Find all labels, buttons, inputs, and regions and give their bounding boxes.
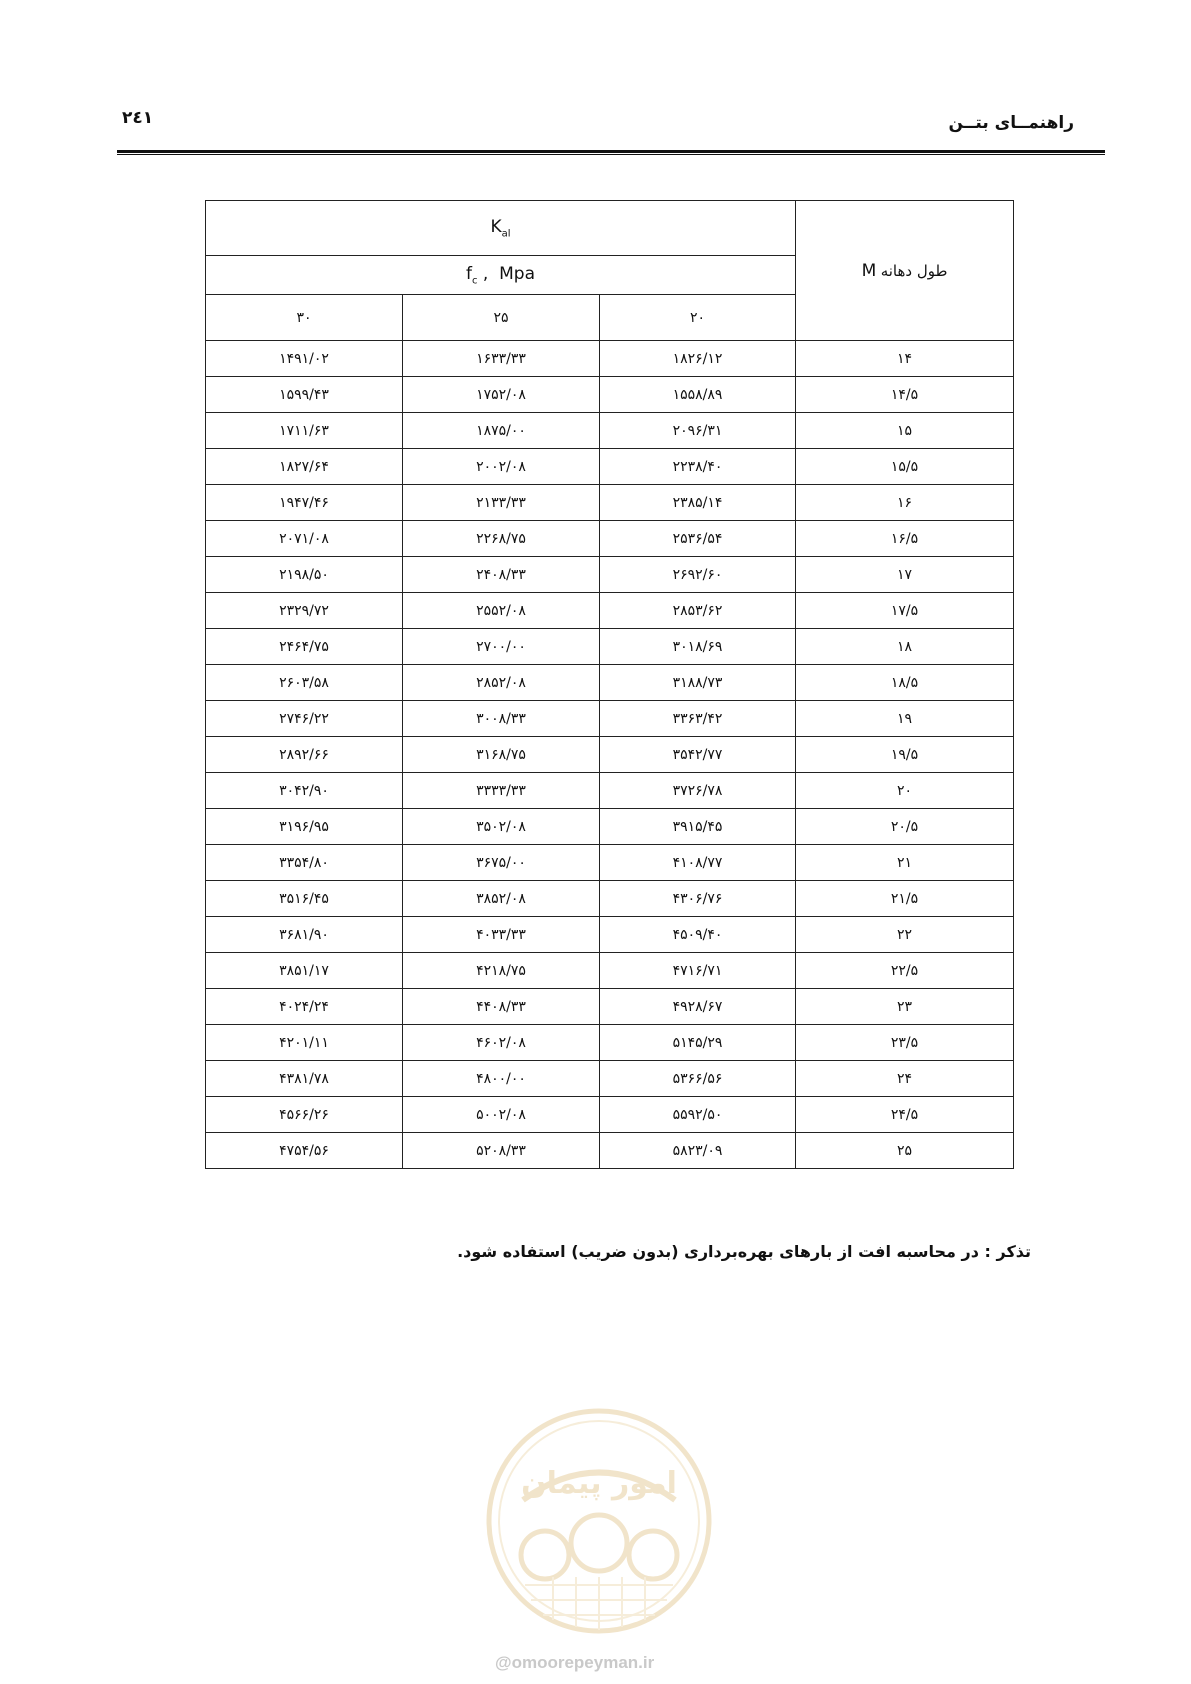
kal-value-cell: ۲۷۰۰/۰۰ (403, 629, 600, 665)
table-row (206, 809, 1014, 845)
column-header: ۲۰ (600, 295, 796, 341)
span-cell: ۱۶ (796, 485, 1014, 521)
span-cell: ۲۳/۵ (796, 1025, 1014, 1061)
table-row (206, 989, 1014, 1025)
kal-value-cell: ۳۵۰۲/۰۸ (403, 809, 600, 845)
table-row (206, 1097, 1014, 1133)
kal-value-cell: ۳۵۱۶/۴۵ (206, 881, 403, 917)
span-cell: ۱۶/۵ (796, 521, 1014, 557)
kal-value-cell: ۲۴۶۴/۷۵ (206, 629, 403, 665)
kal-value-cell: ۲۰۷۱/۰۸ (206, 521, 403, 557)
kal-value-cell: ۴۳۰۶/۷۶ (600, 881, 796, 917)
table-row (206, 1025, 1014, 1061)
span-cell: ۲۴ (796, 1061, 1014, 1097)
kal-value-cell: ۲۲۶۸/۷۵ (403, 521, 600, 557)
kal-value-cell: ۵۲۰۸/۳۳ (403, 1133, 600, 1169)
span-header-unit: M (861, 260, 877, 281)
kal-value-cell: ۵۵۹۲/۵۰ (600, 1097, 796, 1133)
kal-header-label: $K_{al}$ (490, 216, 511, 240)
watermark-logo-text: امور پیمان (521, 1466, 677, 1501)
table-row (206, 485, 1014, 521)
kal-value-cell: ۱۶۳۳/۳۳ (403, 341, 600, 377)
kal-value-cell: ۲۳۲۹/۷۲ (206, 593, 403, 629)
span-cell: ۲۳ (796, 989, 1014, 1025)
table-row (206, 557, 1014, 593)
span-cell: ۱۸/۵ (796, 665, 1014, 701)
table-row (206, 1061, 1014, 1097)
kal-value-cell: ۴۹۲۸/۶۷ (600, 989, 796, 1025)
kal-value-cell: ۳۵۴۲/۷۷ (600, 737, 796, 773)
kal-value-cell: ۳۰۰۸/۳۳ (403, 701, 600, 737)
span-cell: ۱۸ (796, 629, 1014, 665)
kal-value-cell: ۲۲۳۸/۴۰ (600, 449, 796, 485)
span-cell: ۱۴ (796, 341, 1014, 377)
column-header: ۳۰ (206, 295, 403, 341)
kal-value-cell: ۲۷۴۶/۲۲ (206, 701, 403, 737)
kal-value-cell: ۳۱۸۸/۷۳ (600, 665, 796, 701)
span-cell: ۲۰ (796, 773, 1014, 809)
kal-value-cell: ۳۸۵۲/۰۸ (403, 881, 600, 917)
table-row (206, 629, 1014, 665)
kal-value-cell: ۴۰۳۳/۳۳ (403, 917, 600, 953)
table-row (206, 593, 1014, 629)
kal-value-cell: ۴۵۶۶/۲۶ (206, 1097, 403, 1133)
table-body (206, 341, 1014, 1169)
table-row (206, 341, 1014, 377)
span-cell: ۲۰/۵ (796, 809, 1014, 845)
span-header-label: طول دهانه (880, 261, 948, 280)
kal-value-cell: ۵۸۲۳/۰۹ (600, 1133, 796, 1169)
kal-value-cell: ۲۸۵۳/۶۲ (600, 593, 796, 629)
watermark-url: @omoorepeyman.ir (495, 1653, 655, 1672)
kal-value-cell: ۱۷۱۱/۶۳ (206, 413, 403, 449)
span-cell: ۲۱ (796, 845, 1014, 881)
kal-value-cell: ۵۰۰۲/۰۸ (403, 1097, 600, 1133)
kal-value-cell: ۳۳۵۴/۸۰ (206, 845, 403, 881)
kal-value-cell: ۴۷۵۴/۵۶ (206, 1133, 403, 1169)
span-cell: ۱۹/۵ (796, 737, 1014, 773)
table-row (206, 413, 1014, 449)
table-row (206, 917, 1014, 953)
kal-value-cell: ۴۲۱۸/۷۵ (403, 953, 600, 989)
span-cell: ۲۲ (796, 917, 1014, 953)
kal-table (205, 200, 1014, 1169)
kal-value-cell: ۱۹۴۷/۴۶ (206, 485, 403, 521)
kal-value-cell: ۴۱۰۸/۷۷ (600, 845, 796, 881)
span-cell: ۲۵ (796, 1133, 1014, 1169)
table-row (206, 953, 1014, 989)
kal-value-cell: ۲۸۵۲/۰۸ (403, 665, 600, 701)
table-row (206, 521, 1014, 557)
page-number: ۲٤۱ (122, 108, 154, 128)
kal-header-cell (206, 201, 796, 256)
table-row (206, 449, 1014, 485)
kal-value-cell: ۴۳۸۱/۷۸ (206, 1061, 403, 1097)
kal-value-cell: ۴۲۰۱/۱۱ (206, 1025, 403, 1061)
table-row (206, 737, 1014, 773)
kal-value-cell: ۴۷۱۶/۷۱ (600, 953, 796, 989)
span-cell: ۱۵ (796, 413, 1014, 449)
kal-value-cell: ۳۳۶۳/۴۲ (600, 701, 796, 737)
kal-value-cell: ۴۴۰۸/۳۳ (403, 989, 600, 1025)
kal-value-cell: ۱۸۲۶/۱۲ (600, 341, 796, 377)
span-cell: ۲۱/۵ (796, 881, 1014, 917)
kal-value-cell: ۱۵۵۸/۸۹ (600, 377, 796, 413)
kal-value-cell: ۲۰۰۲/۰۸ (403, 449, 600, 485)
seal-logo-icon (483, 1405, 715, 1637)
kal-value-cell: ۵۳۶۶/۵۶ (600, 1061, 796, 1097)
kal-value-cell: ۳۷۲۶/۷۸ (600, 773, 796, 809)
span-cell: ۱۷/۵ (796, 593, 1014, 629)
fc-header-label: $f_c$ , Mpa (466, 263, 535, 287)
column-header: ۲۵ (403, 295, 600, 341)
table-row (206, 845, 1014, 881)
kal-value-cell: ۲۱۳۳/۳۳ (403, 485, 600, 521)
kal-value-cell: ۴۶۰۲/۰۸ (403, 1025, 600, 1061)
kal-value-cell: ۲۳۸۵/۱۴ (600, 485, 796, 521)
kal-value-cell: ۲۵۳۶/۵۴ (600, 521, 796, 557)
kal-value-cell: ۲۶۹۲/۶۰ (600, 557, 796, 593)
kal-value-cell: ۳۶۷۵/۰۰ (403, 845, 600, 881)
kal-value-cell: ۲۶۰۳/۵۸ (206, 665, 403, 701)
kal-value-cell: ۱۷۵۲/۰۸ (403, 377, 600, 413)
kal-value-cell: ۴۸۰۰/۰۰ (403, 1061, 600, 1097)
span-cell: ۱۷ (796, 557, 1014, 593)
span-cell: ۲۴/۵ (796, 1097, 1014, 1133)
note-text: تذکر : در محاسبه افت از بارهای بهره‌برداری (بدون ضریب) استفاده شود. (457, 1242, 1031, 1261)
kal-value-cell: ۴۵۰۹/۴۰ (600, 917, 796, 953)
table-row (206, 701, 1014, 737)
kal-value-cell: ۲۵۵۲/۰۸ (403, 593, 600, 629)
header-rule (117, 150, 1105, 155)
kal-value-cell: ۴۰۲۴/۲۴ (206, 989, 403, 1025)
kal-value-cell: ۳۱۹۶/۹۵ (206, 809, 403, 845)
table-row (206, 881, 1014, 917)
kal-value-cell: ۵۱۴۵/۲۹ (600, 1025, 796, 1061)
book-title: راهنمــای بتــن (948, 113, 1074, 133)
span-cell: ۱۹ (796, 701, 1014, 737)
table-row (206, 377, 1014, 413)
kal-value-cell: ۱۴۹۱/۰۲ (206, 341, 403, 377)
kal-value-cell: ۳۰۱۸/۶۹ (600, 629, 796, 665)
kal-value-cell: ۱۸۷۵/۰۰ (403, 413, 600, 449)
kal-value-cell: ۳۳۳۳/۳۳ (403, 773, 600, 809)
kal-value-cell: ۲۸۹۲/۶۶ (206, 737, 403, 773)
kal-value-cell: ۳۰۴۲/۹۰ (206, 773, 403, 809)
kal-value-cell: ۳۹۱۵/۴۵ (600, 809, 796, 845)
span-cell: ۱۵/۵ (796, 449, 1014, 485)
span-cell: ۱۴/۵ (796, 377, 1014, 413)
kal-value-cell: ۲۴۰۸/۳۳ (403, 557, 600, 593)
kal-value-cell: ۳۶۸۱/۹۰ (206, 917, 403, 953)
kal-value-cell: ۲۱۹۸/۵۰ (206, 557, 403, 593)
table-row (206, 665, 1014, 701)
kal-value-cell: ۳۸۵۱/۱۷ (206, 953, 403, 989)
fc-header-cell (206, 256, 796, 295)
span-cell: ۲۲/۵ (796, 953, 1014, 989)
span-header-cell (796, 201, 1014, 341)
table-row (206, 1133, 1014, 1169)
kal-value-cell: ۳۱۶۸/۷۵ (403, 737, 600, 773)
table-row (206, 773, 1014, 809)
kal-value-cell: ۱۵۹۹/۴۳ (206, 377, 403, 413)
table-header-row-1 (206, 201, 1014, 256)
kal-value-cell: ۱۸۲۷/۶۴ (206, 449, 403, 485)
kal-value-cell: ۲۰۹۶/۳۱ (600, 413, 796, 449)
